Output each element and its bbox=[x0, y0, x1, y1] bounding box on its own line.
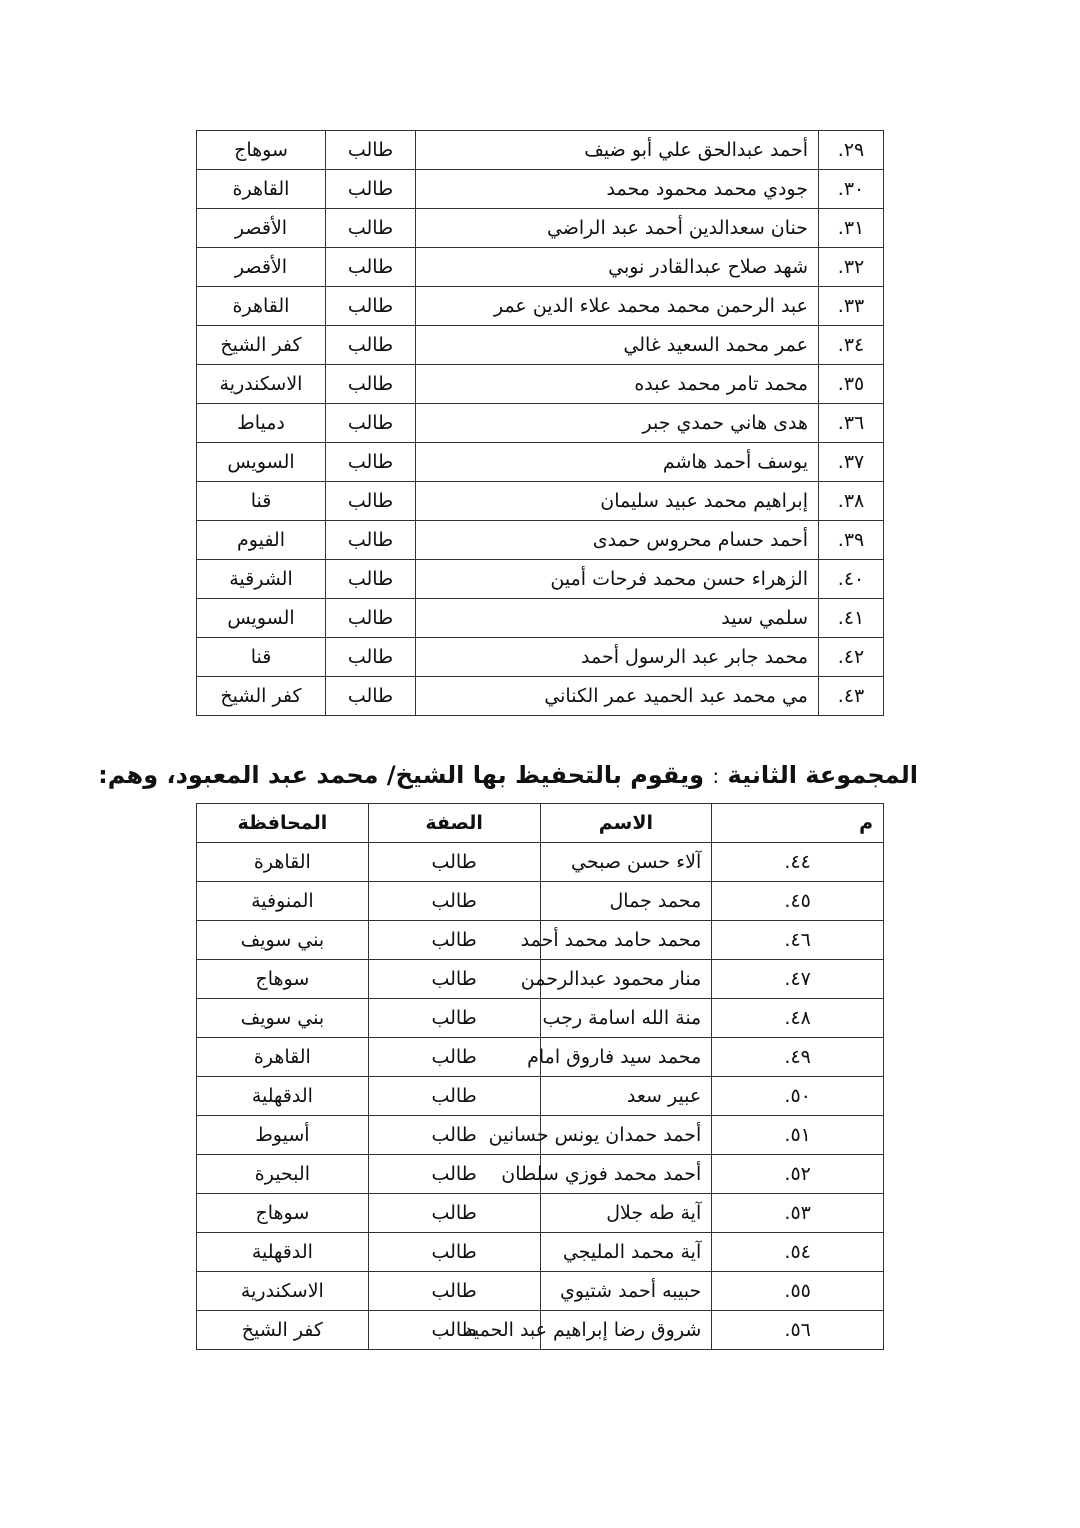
student-role: طالب bbox=[326, 287, 416, 326]
student-role: طالب bbox=[368, 1194, 540, 1233]
student-governorate: القاهرة bbox=[197, 287, 326, 326]
table-header bbox=[197, 804, 884, 843]
table-row bbox=[197, 404, 884, 443]
table-row bbox=[197, 1233, 884, 1272]
header-row bbox=[197, 804, 884, 843]
table-row bbox=[197, 1194, 884, 1233]
table-row bbox=[197, 209, 884, 248]
students-table-group-1 bbox=[196, 130, 884, 716]
row-number: ٣٧. bbox=[819, 443, 884, 482]
table-row bbox=[197, 638, 884, 677]
group-title: المجموعة الثانية bbox=[727, 761, 918, 789]
table-row bbox=[197, 560, 884, 599]
student-role: طالب bbox=[326, 521, 416, 560]
header-role: الصفة bbox=[368, 804, 540, 843]
student-governorate: قنا bbox=[197, 482, 326, 521]
table-row bbox=[197, 365, 884, 404]
student-role: طالب bbox=[368, 1116, 540, 1155]
row-number: ٣٠. bbox=[819, 170, 884, 209]
student-name: آية طه جلال bbox=[540, 1194, 712, 1233]
student-role: طالب bbox=[326, 677, 416, 716]
student-name: عمر محمد السعيد غالي bbox=[416, 326, 819, 365]
row-number: ٤٢. bbox=[819, 638, 884, 677]
student-role: طالب bbox=[326, 404, 416, 443]
student-governorate: الأقصر bbox=[197, 248, 326, 287]
row-number: ٥٥. bbox=[712, 1272, 884, 1311]
header-name: الاسم bbox=[540, 804, 712, 843]
student-name: محمد تامر محمد عبده bbox=[416, 365, 819, 404]
table-row bbox=[197, 999, 884, 1038]
table-row bbox=[197, 1116, 884, 1155]
student-role: طالب bbox=[368, 882, 540, 921]
table-row bbox=[197, 443, 884, 482]
student-name: يوسف أحمد هاشم bbox=[416, 443, 819, 482]
row-number: ٥٣. bbox=[712, 1194, 884, 1233]
student-name: آلاء حسن صبحي bbox=[540, 843, 712, 882]
row-number: ٤١. bbox=[819, 599, 884, 638]
student-name: أحمد حسام محروس حمدى bbox=[416, 521, 819, 560]
table-row bbox=[197, 170, 884, 209]
table-row bbox=[197, 1038, 884, 1077]
student-governorate: سوهاج bbox=[197, 1194, 369, 1233]
student-governorate: قنا bbox=[197, 638, 326, 677]
table-row bbox=[197, 921, 884, 960]
student-role: طالب bbox=[368, 960, 540, 999]
student-role: طالب bbox=[326, 248, 416, 287]
student-name: محمد سيد فاروق امام bbox=[540, 1038, 712, 1077]
row-number: ٣٦. bbox=[819, 404, 884, 443]
student-name: أحمد محمد فوزي سلطان bbox=[540, 1155, 712, 1194]
student-name: عبد الرحمن محمد محمد علاء الدين عمر bbox=[416, 287, 819, 326]
student-role: طالب bbox=[326, 209, 416, 248]
table-row bbox=[197, 248, 884, 287]
student-name: منة الله اسامة رجب bbox=[540, 999, 712, 1038]
row-number: ٤٠. bbox=[819, 560, 884, 599]
student-role: طالب bbox=[368, 1272, 540, 1311]
student-role: طالب bbox=[368, 921, 540, 960]
student-governorate: المنوفية bbox=[197, 882, 369, 921]
student-governorate: الاسكندرية bbox=[197, 365, 326, 404]
table-row bbox=[197, 1077, 884, 1116]
row-number: ٣٥. bbox=[819, 365, 884, 404]
student-name: منار محمود عبدالرحمن bbox=[540, 960, 712, 999]
student-governorate: أسيوط bbox=[197, 1116, 369, 1155]
student-name: سلمي سيد bbox=[416, 599, 819, 638]
table-row bbox=[197, 1155, 884, 1194]
student-name: إبراهيم محمد عبيد سليمان bbox=[416, 482, 819, 521]
student-governorate: بني سويف bbox=[197, 921, 369, 960]
student-governorate: القاهرة bbox=[197, 1038, 369, 1077]
student-name: عبير سعد bbox=[540, 1077, 712, 1116]
student-governorate: الشرقية bbox=[197, 560, 326, 599]
student-governorate: الفيوم bbox=[197, 521, 326, 560]
student-role: طالب bbox=[368, 1038, 540, 1077]
student-name: الزهراء حسن محمد فرحات أمين bbox=[416, 560, 819, 599]
table-row bbox=[197, 843, 884, 882]
student-role: طالب bbox=[368, 1311, 540, 1350]
student-role: طالب bbox=[368, 1077, 540, 1116]
student-role: طالب bbox=[326, 326, 416, 365]
row-number: ٥٠. bbox=[712, 1077, 884, 1116]
table-body bbox=[197, 843, 884, 1350]
student-governorate: القاهرة bbox=[197, 170, 326, 209]
table-row bbox=[197, 287, 884, 326]
row-number: ٣٣. bbox=[819, 287, 884, 326]
row-number: ٥١. bbox=[712, 1116, 884, 1155]
row-number: ٤٤. bbox=[712, 843, 884, 882]
student-role: طالب bbox=[368, 999, 540, 1038]
table-row bbox=[197, 326, 884, 365]
row-number: ٥٤. bbox=[712, 1233, 884, 1272]
row-number: ٣١. bbox=[819, 209, 884, 248]
student-role: طالب bbox=[368, 1233, 540, 1272]
student-governorate: البحيرة bbox=[197, 1155, 369, 1194]
student-role: طالب bbox=[326, 443, 416, 482]
student-role: طالب bbox=[368, 1155, 540, 1194]
table-row bbox=[197, 599, 884, 638]
row-number: ٤٧. bbox=[712, 960, 884, 999]
student-role: طالب bbox=[326, 482, 416, 521]
group-teacher-text: ويقوم بالتحفيظ بها الشيخ/ محمد عبد المعبود، وهم: bbox=[98, 761, 705, 789]
group-2-heading bbox=[98, 758, 918, 793]
student-governorate: دمياط bbox=[197, 404, 326, 443]
student-governorate: كفر الشيخ bbox=[197, 326, 326, 365]
heading-separator: : bbox=[712, 764, 720, 788]
student-role: طالب bbox=[368, 843, 540, 882]
student-governorate: السويس bbox=[197, 599, 326, 638]
table-row bbox=[197, 1311, 884, 1350]
table-body bbox=[197, 131, 884, 716]
table-row bbox=[197, 482, 884, 521]
student-name: حبيبه أحمد شتيوي bbox=[540, 1272, 712, 1311]
row-number: ٤٨. bbox=[712, 999, 884, 1038]
student-role: طالب bbox=[326, 599, 416, 638]
table-row bbox=[197, 521, 884, 560]
row-number: ٥٦. bbox=[712, 1311, 884, 1350]
table-row bbox=[197, 882, 884, 921]
row-number: ٤٥. bbox=[712, 882, 884, 921]
row-number: ٤٣. bbox=[819, 677, 884, 716]
student-name: محمد جابر عبد الرسول أحمد bbox=[416, 638, 819, 677]
row-number: ٤٦. bbox=[712, 921, 884, 960]
student-role: طالب bbox=[326, 638, 416, 677]
student-name: شروق رضا إبراهيم عبد الحميد bbox=[540, 1311, 712, 1350]
student-role: طالب bbox=[326, 560, 416, 599]
student-governorate: كفر الشيخ bbox=[197, 1311, 369, 1350]
student-name: حنان سعدالدين أحمد عبد الراضي bbox=[416, 209, 819, 248]
header-number: م bbox=[712, 804, 884, 843]
student-governorate: سوهاج bbox=[197, 960, 369, 999]
row-number: ٣٨. bbox=[819, 482, 884, 521]
student-name: أحمد عبدالحق علي أبو ضيف bbox=[416, 131, 819, 170]
student-governorate: الدقهلية bbox=[197, 1077, 369, 1116]
student-governorate: كفر الشيخ bbox=[197, 677, 326, 716]
student-name: جودي محمد محمود محمد bbox=[416, 170, 819, 209]
student-governorate: الأقصر bbox=[197, 209, 326, 248]
student-governorate: الاسكندرية bbox=[197, 1272, 369, 1311]
student-governorate: السويس bbox=[197, 443, 326, 482]
student-governorate: القاهرة bbox=[197, 843, 369, 882]
student-name: مي محمد عبد الحميد عمر الكناني bbox=[416, 677, 819, 716]
table-row bbox=[197, 960, 884, 999]
student-name: هدى هاني حمدي جبر bbox=[416, 404, 819, 443]
row-number: ٥٢. bbox=[712, 1155, 884, 1194]
row-number: ٢٩. bbox=[819, 131, 884, 170]
table-row bbox=[197, 131, 884, 170]
student-name: محمد حامد محمد أحمد bbox=[540, 921, 712, 960]
student-governorate: بني سويف bbox=[197, 999, 369, 1038]
student-name: آية محمد المليجي bbox=[540, 1233, 712, 1272]
student-name: محمد جمال bbox=[540, 882, 712, 921]
student-name: شهد صلاح عبدالقادر نوبي bbox=[416, 248, 819, 287]
row-number: ٣٤. bbox=[819, 326, 884, 365]
table-row bbox=[197, 1272, 884, 1311]
row-number: ٣٩. bbox=[819, 521, 884, 560]
students-table-group-2 bbox=[196, 803, 884, 1350]
student-governorate: سوهاج bbox=[197, 131, 326, 170]
student-role: طالب bbox=[326, 170, 416, 209]
header-governorate: المحافظة bbox=[197, 804, 369, 843]
student-name: أحمد حمدان يونس حسانين bbox=[540, 1116, 712, 1155]
student-role: طالب bbox=[326, 365, 416, 404]
row-number: ٤٩. bbox=[712, 1038, 884, 1077]
table-row bbox=[197, 677, 884, 716]
row-number: ٣٢. bbox=[819, 248, 884, 287]
student-governorate: الدقهلية bbox=[197, 1233, 369, 1272]
student-role: طالب bbox=[326, 131, 416, 170]
